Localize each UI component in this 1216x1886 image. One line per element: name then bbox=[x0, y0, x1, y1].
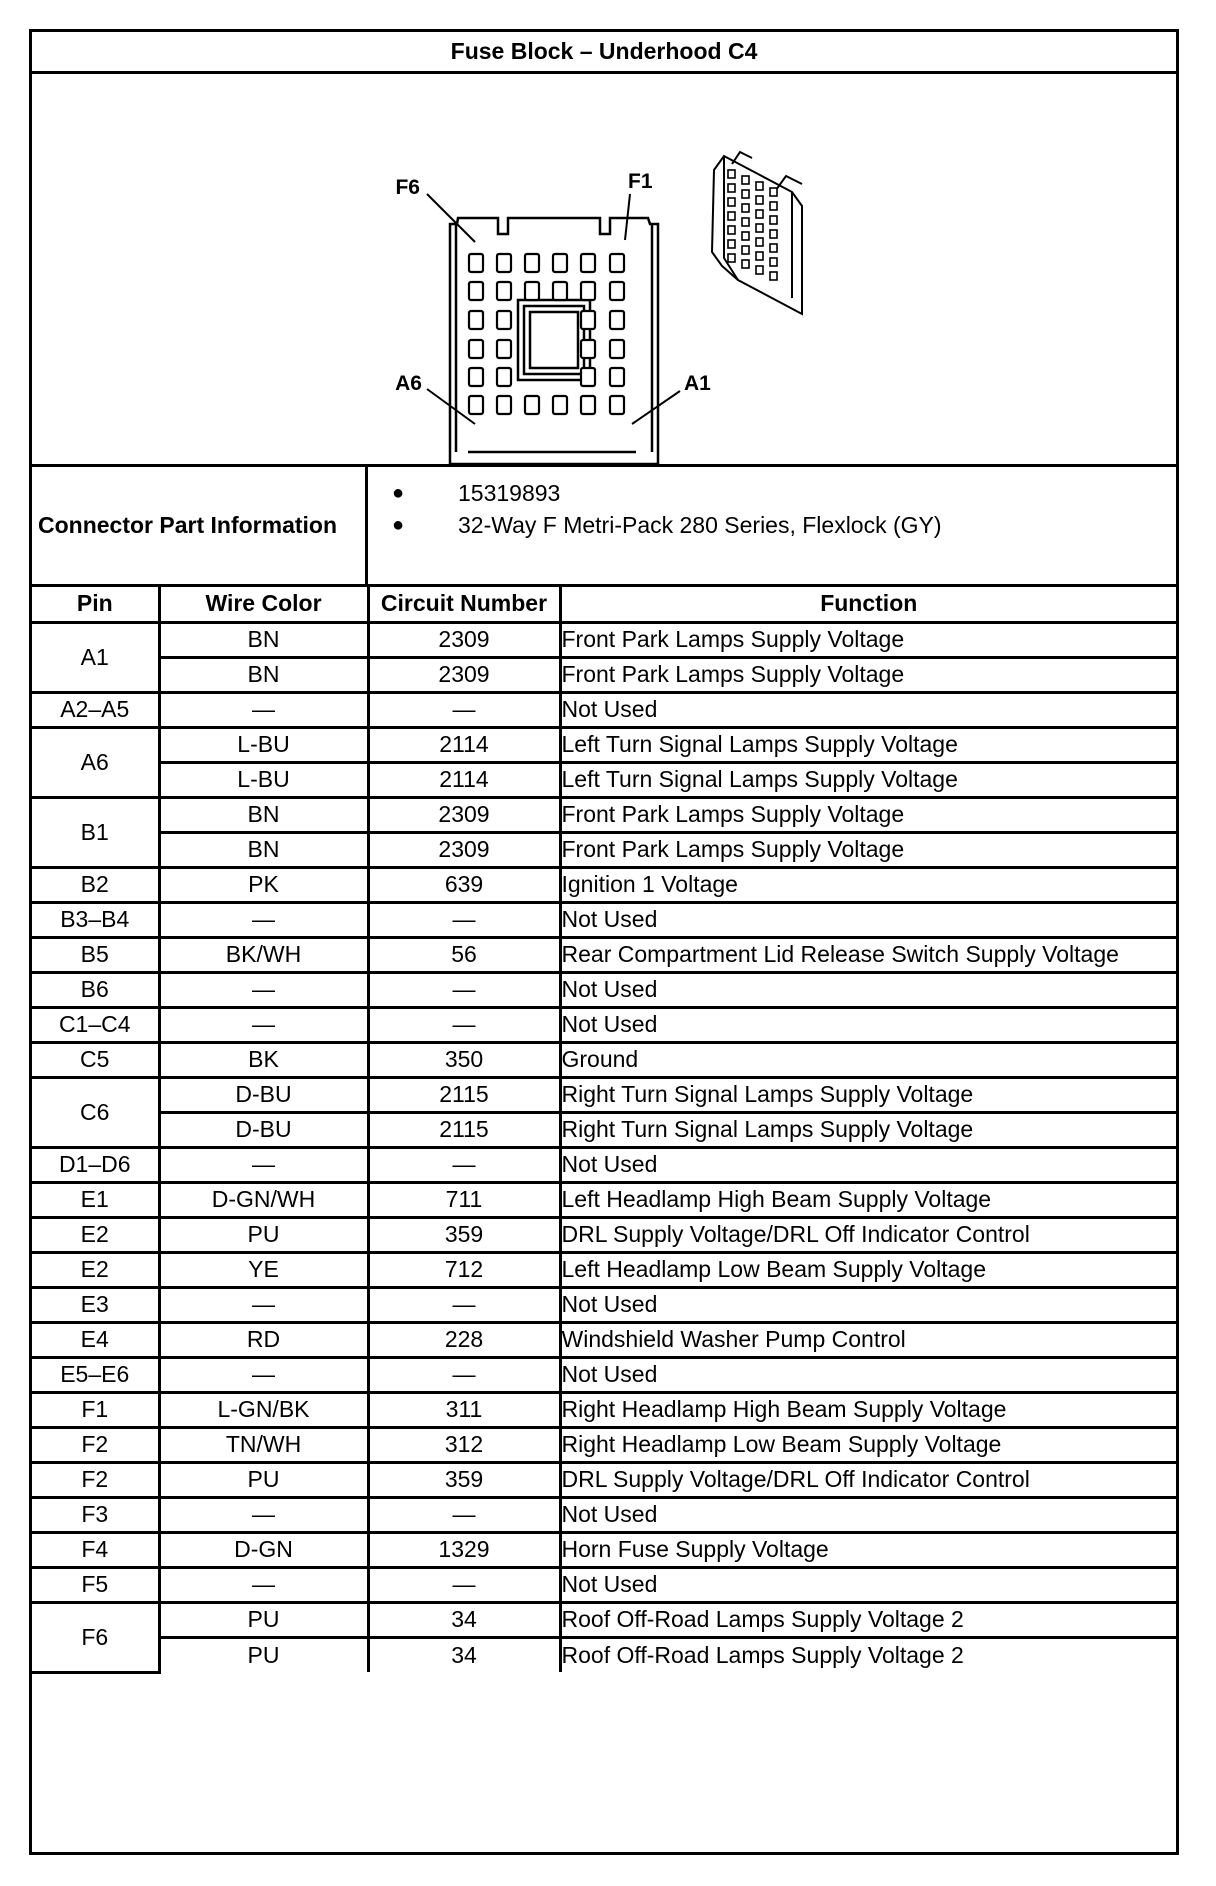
cavity-slot bbox=[553, 396, 567, 414]
circuit-number-cell: 312 bbox=[368, 1427, 560, 1462]
connector-description-item bbox=[368, 509, 942, 541]
table-row bbox=[32, 1462, 1176, 1497]
label-a6: A6 bbox=[395, 372, 422, 395]
wire-color-cell: PU bbox=[159, 1217, 368, 1252]
function-cell: Left Headlamp High Beam Supply Voltage bbox=[560, 1182, 1176, 1217]
iso-cavity-slot bbox=[728, 184, 735, 192]
cavity-slot bbox=[610, 282, 624, 300]
iso-cavity-slot bbox=[770, 216, 777, 224]
cavity-slot bbox=[469, 340, 483, 358]
pin-cell: F4 bbox=[32, 1532, 159, 1567]
circuit-number-cell: — bbox=[368, 1147, 560, 1182]
pin-cell: E2 bbox=[32, 1252, 159, 1287]
table-row bbox=[32, 972, 1176, 1007]
function-cell: Windshield Washer Pump Control bbox=[560, 1322, 1176, 1357]
function-cell: Left Turn Signal Lamps Supply Voltage bbox=[560, 762, 1176, 797]
circuit-number-cell: 56 bbox=[368, 937, 560, 972]
pin-cell: F6 bbox=[32, 1602, 159, 1672]
circuit-number-cell: 2309 bbox=[368, 797, 560, 832]
cavity-slot bbox=[610, 340, 624, 358]
circuit-number-cell: — bbox=[368, 1357, 560, 1392]
function-cell: Left Headlamp Low Beam Supply Voltage bbox=[560, 1252, 1176, 1287]
part-number-item bbox=[368, 477, 560, 509]
table-row bbox=[32, 1042, 1176, 1077]
function-cell: Rear Compartment Lid Release Switch Supply Voltage bbox=[560, 937, 1176, 972]
iso-cavity-slot bbox=[756, 224, 763, 232]
cavity-slot bbox=[497, 311, 511, 329]
cavity-slot bbox=[553, 254, 567, 272]
wire-color-cell: — bbox=[159, 1497, 368, 1532]
wire-color-cell: YE bbox=[159, 1252, 368, 1287]
pin-cell: B1 bbox=[32, 797, 159, 867]
iso-cavity-slot bbox=[756, 266, 763, 274]
table-row bbox=[32, 1322, 1176, 1357]
bullet-icon: ● bbox=[391, 513, 405, 536]
function-cell: Roof Off-Road Lamps Supply Voltage 2 bbox=[560, 1602, 1176, 1637]
pin-cell: E5–E6 bbox=[32, 1357, 159, 1392]
page-title: Fuse Block – Underhood C4 bbox=[32, 32, 1176, 74]
wire-color-cell: L-BU bbox=[159, 727, 368, 762]
pin-cell: D1–D6 bbox=[32, 1147, 159, 1182]
wire-color-cell: RD bbox=[159, 1322, 368, 1357]
pin-table bbox=[32, 587, 1176, 1674]
circuit-number-cell: 2309 bbox=[368, 657, 560, 692]
function-cell: Right Headlamp High Beam Supply Voltage bbox=[560, 1392, 1176, 1427]
circuit-number-cell: 2309 bbox=[368, 832, 560, 867]
label-a1: A1 bbox=[684, 372, 711, 395]
cavity-slot bbox=[497, 396, 511, 414]
iso-cavity-slot bbox=[742, 190, 749, 198]
pin-cell: C5 bbox=[32, 1042, 159, 1077]
function-cell: Not Used bbox=[560, 902, 1176, 937]
connector-sheet bbox=[29, 29, 1179, 1855]
iso-cavity-slot bbox=[756, 238, 763, 246]
function-cell: Ignition 1 Voltage bbox=[560, 867, 1176, 902]
table-row bbox=[32, 1357, 1176, 1392]
table-row bbox=[32, 902, 1176, 937]
wire-color-cell: — bbox=[159, 1147, 368, 1182]
wire-color-cell: D-GN bbox=[159, 1532, 368, 1567]
cavity-slot bbox=[610, 311, 624, 329]
pin-cell: E2 bbox=[32, 1217, 159, 1252]
pin-cell: B2 bbox=[32, 867, 159, 902]
wire-color-cell: — bbox=[159, 1287, 368, 1322]
circuit-number-cell: 359 bbox=[368, 1217, 560, 1252]
cavity-slot bbox=[581, 340, 595, 358]
label-f1: F1 bbox=[628, 170, 653, 193]
connector-face-drawing bbox=[32, 74, 1176, 464]
table-row bbox=[32, 1637, 1176, 1672]
cavity-slot bbox=[553, 282, 567, 300]
function-cell: Right Headlamp Low Beam Supply Voltage bbox=[560, 1427, 1176, 1462]
table-row bbox=[32, 1427, 1176, 1462]
connector-iso-view bbox=[712, 152, 802, 314]
pin-cell: A1 bbox=[32, 622, 159, 692]
function-cell: Right Turn Signal Lamps Supply Voltage bbox=[560, 1112, 1176, 1147]
cavity-slot bbox=[610, 396, 624, 414]
function-cell: Roof Off-Road Lamps Supply Voltage 2 bbox=[560, 1637, 1176, 1672]
pin-cell: F2 bbox=[32, 1462, 159, 1497]
circuit-number-cell: 228 bbox=[368, 1322, 560, 1357]
circuit-number-cell: — bbox=[368, 1567, 560, 1602]
iso-cavity-slot bbox=[756, 210, 763, 218]
pin-cell: F5 bbox=[32, 1567, 159, 1602]
wire-color-cell: — bbox=[159, 1567, 368, 1602]
table-row bbox=[32, 1497, 1176, 1532]
table-row bbox=[32, 1112, 1176, 1147]
wire-color-cell: D-GN/WH bbox=[159, 1182, 368, 1217]
table-row bbox=[32, 1532, 1176, 1567]
pin-rows bbox=[32, 622, 1176, 1672]
connector-part-info-list bbox=[368, 467, 1176, 584]
circuit-number-cell: — bbox=[368, 1287, 560, 1322]
table-row bbox=[32, 657, 1176, 692]
circuit-number-cell: 711 bbox=[368, 1182, 560, 1217]
iso-cavity-slot bbox=[770, 272, 777, 280]
function-cell: Front Park Lamps Supply Voltage bbox=[560, 797, 1176, 832]
function-cell: Not Used bbox=[560, 1567, 1176, 1602]
pin-cell: F3 bbox=[32, 1497, 159, 1532]
wire-color-cell: BN bbox=[159, 657, 368, 692]
table-row bbox=[32, 762, 1176, 797]
wire-color-cell: TN/WH bbox=[159, 1427, 368, 1462]
pin-cell: B3–B4 bbox=[32, 902, 159, 937]
pin-cell: E1 bbox=[32, 1182, 159, 1217]
table-row bbox=[32, 867, 1176, 902]
wire-color-cell: BK bbox=[159, 1042, 368, 1077]
table-row bbox=[32, 1182, 1176, 1217]
part-number: 15319893 bbox=[458, 479, 561, 506]
pin-cell: C1–C4 bbox=[32, 1007, 159, 1042]
circuit-number-cell: 1329 bbox=[368, 1532, 560, 1567]
iso-cavity-slot bbox=[770, 230, 777, 238]
wire-color-cell: — bbox=[159, 972, 368, 1007]
pin-cell: F2 bbox=[32, 1427, 159, 1462]
pin-cell: B6 bbox=[32, 972, 159, 1007]
connector-description: 32-Way F Metri-Pack 280 Series, Flexlock (GY) bbox=[458, 511, 942, 538]
cavity-slot bbox=[525, 396, 539, 414]
circuit-number-cell: 359 bbox=[368, 1462, 560, 1497]
pin-cell: C6 bbox=[32, 1077, 159, 1147]
function-cell: Not Used bbox=[560, 1497, 1176, 1532]
iso-cavity-slot bbox=[728, 198, 735, 206]
function-cell: Not Used bbox=[560, 1287, 1176, 1322]
table-header-row bbox=[32, 587, 1176, 622]
bullet-icon: ● bbox=[391, 481, 405, 504]
function-cell: DRL Supply Voltage/DRL Off Indicator Control bbox=[560, 1217, 1176, 1252]
iso-cavity-slot bbox=[728, 212, 735, 220]
wire-color-cell: — bbox=[159, 1357, 368, 1392]
label-f6: F6 bbox=[395, 176, 420, 199]
circuit-number-cell: — bbox=[368, 972, 560, 1007]
wire-color-cell: L-GN/BK bbox=[159, 1392, 368, 1427]
cavity-slot bbox=[497, 340, 511, 358]
circuit-number-cell: 2309 bbox=[368, 622, 560, 657]
table-row bbox=[32, 1567, 1176, 1602]
table-row bbox=[32, 937, 1176, 972]
cavity-slot bbox=[581, 396, 595, 414]
function-cell: Front Park Lamps Supply Voltage bbox=[560, 622, 1176, 657]
header-pin: Pin bbox=[32, 587, 159, 622]
table-row bbox=[32, 1007, 1176, 1042]
pin-cell: E4 bbox=[32, 1322, 159, 1357]
pin-cell: E3 bbox=[32, 1287, 159, 1322]
cavity-slot bbox=[581, 282, 595, 300]
function-cell: Front Park Lamps Supply Voltage bbox=[560, 832, 1176, 867]
table-row bbox=[32, 797, 1176, 832]
cavity-slot bbox=[497, 368, 511, 386]
table-row bbox=[32, 1392, 1176, 1427]
iso-cavity-slot bbox=[756, 252, 763, 260]
table-row bbox=[32, 727, 1176, 762]
circuit-number-cell: 350 bbox=[368, 1042, 560, 1077]
function-cell: Not Used bbox=[560, 692, 1176, 727]
table-row bbox=[32, 1077, 1176, 1112]
cavity-slot bbox=[469, 282, 483, 300]
wire-color-cell: PK bbox=[159, 867, 368, 902]
pin-cell: A2–A5 bbox=[32, 692, 159, 727]
cavity-slot bbox=[525, 254, 539, 272]
function-cell: Not Used bbox=[560, 1357, 1176, 1392]
cavity-slot bbox=[497, 254, 511, 272]
circuit-number-cell: — bbox=[368, 902, 560, 937]
iso-cavity-slot bbox=[742, 246, 749, 254]
function-cell: Front Park Lamps Supply Voltage bbox=[560, 657, 1176, 692]
circuit-number-cell: 2114 bbox=[368, 762, 560, 797]
iso-cavity-slot bbox=[742, 176, 749, 184]
wire-color-cell: BN bbox=[159, 622, 368, 657]
circuit-number-cell: 2115 bbox=[368, 1112, 560, 1147]
cavity-slot bbox=[610, 368, 624, 386]
iso-cavity-slot bbox=[756, 182, 763, 190]
circuit-number-cell: — bbox=[368, 692, 560, 727]
iso-cavity-slot bbox=[742, 218, 749, 226]
wire-color-cell: L-BU bbox=[159, 762, 368, 797]
connector-diagram bbox=[32, 74, 1176, 467]
wire-color-cell: — bbox=[159, 1007, 368, 1042]
table-row bbox=[32, 1287, 1176, 1322]
cavity-slot bbox=[469, 396, 483, 414]
header-function: Function bbox=[560, 587, 1176, 622]
table-row bbox=[32, 832, 1176, 867]
wire-color-cell: PU bbox=[159, 1602, 368, 1637]
table-row bbox=[32, 1602, 1176, 1637]
wire-color-cell: BK/WH bbox=[159, 937, 368, 972]
function-cell: Right Turn Signal Lamps Supply Voltage bbox=[560, 1077, 1176, 1112]
cavity-slot bbox=[610, 254, 624, 272]
wire-color-cell: BN bbox=[159, 832, 368, 867]
table-row bbox=[32, 1217, 1176, 1252]
wire-color-cell: BN bbox=[159, 797, 368, 832]
iso-cavity-slot bbox=[742, 260, 749, 268]
function-cell: DRL Supply Voltage/DRL Off Indicator Control bbox=[560, 1462, 1176, 1497]
cavity-slot bbox=[525, 282, 539, 300]
pin-cell: B5 bbox=[32, 937, 159, 972]
cavity-slot bbox=[469, 254, 483, 272]
circuit-number-cell: — bbox=[368, 1497, 560, 1532]
circuit-number-cell: 712 bbox=[368, 1252, 560, 1287]
iso-cavity-slot bbox=[742, 232, 749, 240]
function-cell: Ground bbox=[560, 1042, 1176, 1077]
cavity-slot bbox=[581, 311, 595, 329]
circuit-number-cell: — bbox=[368, 1007, 560, 1042]
iso-cavity-slot bbox=[770, 244, 777, 252]
table-row bbox=[32, 1252, 1176, 1287]
table-row bbox=[32, 622, 1176, 657]
circuit-number-cell: 34 bbox=[368, 1602, 560, 1637]
cavity-slot bbox=[469, 368, 483, 386]
iso-cavity-slot bbox=[728, 254, 735, 262]
pin-cell: F1 bbox=[32, 1392, 159, 1427]
iso-cavity-slot bbox=[742, 204, 749, 212]
circuit-number-cell: 311 bbox=[368, 1392, 560, 1427]
cavity-slot bbox=[497, 282, 511, 300]
cavity-slot bbox=[581, 254, 595, 272]
function-cell: Horn Fuse Supply Voltage bbox=[560, 1532, 1176, 1567]
iso-cavity-slot bbox=[728, 240, 735, 248]
wire-color-cell: D-BU bbox=[159, 1112, 368, 1147]
iso-cavity-slot bbox=[770, 202, 777, 210]
wire-color-cell: PU bbox=[159, 1462, 368, 1497]
cavity-slot bbox=[581, 368, 595, 386]
iso-cavity-slot bbox=[770, 188, 777, 196]
wire-color-cell: — bbox=[159, 692, 368, 727]
circuit-number-cell: 34 bbox=[368, 1637, 560, 1672]
wire-color-cell: — bbox=[159, 902, 368, 937]
iso-cavity-slot bbox=[728, 170, 735, 178]
function-cell: Not Used bbox=[560, 1147, 1176, 1182]
wire-color-cell: PU bbox=[159, 1637, 368, 1672]
function-cell: Not Used bbox=[560, 972, 1176, 1007]
cavity-slot bbox=[469, 311, 483, 329]
header-wire-color: Wire Color bbox=[159, 587, 368, 622]
table-row bbox=[32, 692, 1176, 727]
iso-cavity-slot bbox=[756, 196, 763, 204]
table-row bbox=[32, 1147, 1176, 1182]
circuit-number-cell: 2115 bbox=[368, 1077, 560, 1112]
pin-cell: A6 bbox=[32, 727, 159, 797]
iso-cavity-slot bbox=[770, 258, 777, 266]
connector-part-info-label: Connector Part Information bbox=[32, 467, 368, 584]
circuit-number-cell: 2114 bbox=[368, 727, 560, 762]
iso-cavity-slot bbox=[728, 226, 735, 234]
circuit-number-cell: 639 bbox=[368, 867, 560, 902]
header-circuit-number: Circuit Number bbox=[368, 587, 560, 622]
connector-part-information bbox=[32, 467, 1176, 587]
wire-color-cell: D-BU bbox=[159, 1077, 368, 1112]
function-cell: Left Turn Signal Lamps Supply Voltage bbox=[560, 727, 1176, 762]
function-cell: Not Used bbox=[560, 1007, 1176, 1042]
